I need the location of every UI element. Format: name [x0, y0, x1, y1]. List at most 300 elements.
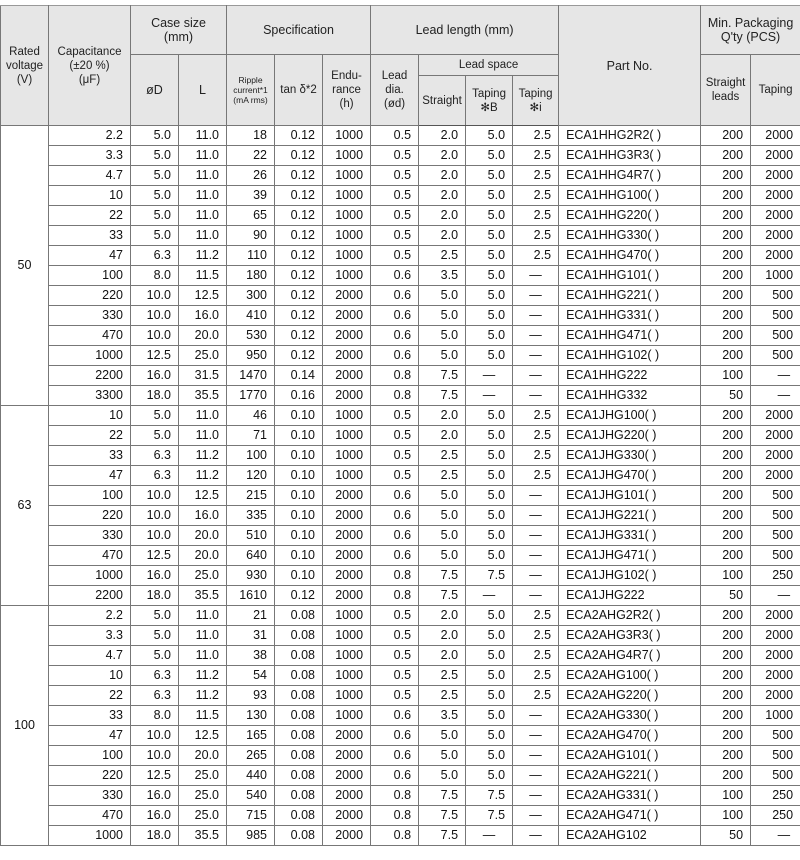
table-row [1, 326, 800, 346]
taping-i-cell: — [513, 386, 559, 406]
case-d-cell: 5.0 [131, 186, 179, 206]
capacitance-cell: 330 [49, 786, 131, 806]
ripple-current-cell: 530 [227, 326, 275, 346]
case-l-cell: 11.0 [179, 146, 227, 166]
case-d-cell: 5.0 [131, 606, 179, 626]
capacitance-cell: 220 [49, 506, 131, 526]
qty-straight-cell: 200 [701, 126, 751, 146]
header-specification: Specification [227, 6, 371, 55]
qty-straight-cell: 200 [701, 726, 751, 746]
capacitance-cell: 1000 [49, 346, 131, 366]
part-no-cell: ECA1HHG221( ) [559, 286, 701, 306]
tan-delta-cell: 0.08 [275, 686, 323, 706]
qty-taping-cell: 500 [751, 306, 800, 326]
ripple-current-cell: 54 [227, 666, 275, 686]
part-no-cell: ECA2AHG220( ) [559, 686, 701, 706]
case-l-cell: 35.5 [179, 386, 227, 406]
table-row [1, 766, 800, 786]
qty-taping-cell: 2000 [751, 246, 800, 266]
table-row [1, 306, 800, 326]
taping-b-cell: 5.0 [466, 206, 513, 226]
tan-delta-cell: 0.08 [275, 706, 323, 726]
case-l-cell: 11.0 [179, 206, 227, 226]
header-case-d: øD [131, 55, 179, 126]
endurance-cell: 2000 [323, 366, 371, 386]
case-l-cell: 12.5 [179, 286, 227, 306]
ripple-current-cell: 110 [227, 246, 275, 266]
qty-taping-cell: 2000 [751, 466, 800, 486]
endurance-cell: 2000 [323, 306, 371, 326]
ripple-current-cell: 65 [227, 206, 275, 226]
header-ripple-current: Ripple current*1 (mA rms) [227, 55, 275, 126]
taping-i-cell: — [513, 366, 559, 386]
part-no-cell: ECA2AHG2R2( ) [559, 606, 701, 626]
ripple-current-cell: 39 [227, 186, 275, 206]
lead-straight-cell: 5.0 [419, 726, 466, 746]
taping-i-cell: — [513, 826, 559, 846]
table-row [1, 346, 800, 366]
tan-delta-cell: 0.10 [275, 546, 323, 566]
taping-i-cell: 2.5 [513, 426, 559, 446]
ripple-current-cell: 265 [227, 746, 275, 766]
endurance-cell: 1000 [323, 706, 371, 726]
taping-i-cell: — [513, 566, 559, 586]
lead-straight-cell: 2.0 [419, 426, 466, 446]
table-row [1, 786, 800, 806]
endurance-cell: 2000 [323, 786, 371, 806]
table-row [1, 486, 800, 506]
qty-taping-cell: — [751, 366, 800, 386]
capacitance-cell: 10 [49, 666, 131, 686]
part-no-cell: ECA1JHG471( ) [559, 546, 701, 566]
header-straight: Straight [419, 76, 466, 126]
lead-dia-cell: 0.5 [371, 206, 419, 226]
capacitance-cell: 4.7 [49, 646, 131, 666]
capacitance-cell: 33 [49, 446, 131, 466]
table-body [1, 126, 800, 846]
qty-taping-cell: 2000 [751, 446, 800, 466]
lead-straight-cell: 2.0 [419, 646, 466, 666]
case-d-cell: 6.3 [131, 466, 179, 486]
case-l-cell: 25.0 [179, 806, 227, 826]
tan-delta-cell: 0.08 [275, 766, 323, 786]
endurance-cell: 2000 [323, 746, 371, 766]
capacitance-cell: 470 [49, 326, 131, 346]
qty-straight-cell: 200 [701, 626, 751, 646]
qty-taping-cell: — [751, 826, 800, 846]
taping-i-cell: — [513, 326, 559, 346]
qty-taping-cell: 2000 [751, 426, 800, 446]
case-d-cell: 5.0 [131, 426, 179, 446]
taping-i-cell: 2.5 [513, 646, 559, 666]
case-d-cell: 10.0 [131, 306, 179, 326]
taping-b-cell: 5.0 [466, 726, 513, 746]
lead-dia-cell: 0.8 [371, 566, 419, 586]
case-l-cell: 16.0 [179, 506, 227, 526]
tan-delta-cell: 0.12 [275, 146, 323, 166]
taping-b-cell: 7.5 [466, 806, 513, 826]
taping-i-cell: 2.5 [513, 246, 559, 266]
lead-straight-cell: 2.0 [419, 406, 466, 426]
endurance-cell: 1000 [323, 626, 371, 646]
endurance-cell: 1000 [323, 166, 371, 186]
part-no-cell: ECA1HHG330( ) [559, 226, 701, 246]
ripple-current-cell: 715 [227, 806, 275, 826]
part-no-cell: ECA1HHG470( ) [559, 246, 701, 266]
tan-delta-cell: 0.12 [275, 186, 323, 206]
endurance-cell: 1000 [323, 606, 371, 626]
taping-b-cell: 5.0 [466, 426, 513, 446]
lead-dia-cell: 0.6 [371, 766, 419, 786]
qty-straight-cell: 200 [701, 446, 751, 466]
case-d-cell: 18.0 [131, 586, 179, 606]
capacitance-cell: 100 [49, 266, 131, 286]
lead-dia-cell: 0.5 [371, 226, 419, 246]
part-no-cell: ECA1HHG2R2( ) [559, 126, 701, 146]
taping-b-cell: 5.0 [466, 766, 513, 786]
lead-straight-cell: 7.5 [419, 386, 466, 406]
qty-straight-cell: 200 [701, 246, 751, 266]
case-l-cell: 11.5 [179, 706, 227, 726]
part-no-cell: ECA1JHG330( ) [559, 446, 701, 466]
endurance-cell: 1000 [323, 266, 371, 286]
tan-delta-cell: 0.10 [275, 446, 323, 466]
taping-i-cell: 2.5 [513, 466, 559, 486]
qty-taping-cell: 500 [751, 726, 800, 746]
capacitance-cell: 3.3 [49, 626, 131, 646]
part-no-cell: ECA1JHG222 [559, 586, 701, 606]
lead-straight-cell: 2.5 [419, 446, 466, 466]
lead-straight-cell: 3.5 [419, 266, 466, 286]
qty-taping-cell: 500 [751, 286, 800, 306]
qty-taping-cell: 2000 [751, 406, 800, 426]
endurance-cell: 2000 [323, 766, 371, 786]
lead-straight-cell: 2.0 [419, 166, 466, 186]
capacitance-cell: 22 [49, 206, 131, 226]
qty-taping-cell: 500 [751, 746, 800, 766]
case-l-cell: 20.0 [179, 526, 227, 546]
part-no-cell: ECA2AHG221( ) [559, 766, 701, 786]
case-d-cell: 10.0 [131, 286, 179, 306]
lead-dia-cell: 0.5 [371, 446, 419, 466]
ripple-current-cell: 930 [227, 566, 275, 586]
endurance-cell: 1000 [323, 206, 371, 226]
qty-straight-cell: 200 [701, 166, 751, 186]
capacitance-cell: 330 [49, 526, 131, 546]
endurance-cell: 2000 [323, 486, 371, 506]
case-d-cell: 10.0 [131, 726, 179, 746]
case-d-cell: 5.0 [131, 206, 179, 226]
qty-taping-cell: 500 [751, 766, 800, 786]
tan-delta-cell: 0.10 [275, 426, 323, 446]
table-row [1, 406, 800, 426]
table-row [1, 146, 800, 166]
case-l-cell: 11.0 [179, 186, 227, 206]
endurance-cell: 1000 [323, 146, 371, 166]
ripple-current-cell: 1470 [227, 366, 275, 386]
qty-straight-cell: 200 [701, 746, 751, 766]
taping-i-cell: — [513, 286, 559, 306]
part-no-cell: ECA1HHG471( ) [559, 326, 701, 346]
case-d-cell: 5.0 [131, 406, 179, 426]
case-l-cell: 20.0 [179, 746, 227, 766]
case-d-cell: 5.0 [131, 626, 179, 646]
qty-taping-cell: 1000 [751, 706, 800, 726]
table-row [1, 386, 800, 406]
lead-straight-cell: 2.0 [419, 146, 466, 166]
taping-b-cell: 5.0 [466, 246, 513, 266]
qty-straight-cell: 200 [701, 206, 751, 226]
lead-straight-cell: 7.5 [419, 806, 466, 826]
qty-straight-cell: 100 [701, 786, 751, 806]
tan-delta-cell: 0.12 [275, 586, 323, 606]
part-no-cell: ECA1JHG331( ) [559, 526, 701, 546]
taping-i-cell: — [513, 526, 559, 546]
taping-i-cell: 2.5 [513, 666, 559, 686]
taping-b-cell: 5.0 [466, 446, 513, 466]
capacitance-cell: 10 [49, 186, 131, 206]
taping-i-cell: 2.5 [513, 446, 559, 466]
ripple-current-cell: 410 [227, 306, 275, 326]
capacitance-cell: 1000 [49, 566, 131, 586]
part-no-cell: ECA1HHG4R7( ) [559, 166, 701, 186]
part-no-cell: ECA1JHG100( ) [559, 406, 701, 426]
qty-taping-cell: 2000 [751, 666, 800, 686]
lead-straight-cell: 5.0 [419, 766, 466, 786]
taping-i-cell: 2.5 [513, 626, 559, 646]
rated-voltage-cell: 100 [1, 606, 49, 846]
capacitance-cell: 22 [49, 686, 131, 706]
qty-straight-cell: 50 [701, 386, 751, 406]
endurance-cell: 1000 [323, 126, 371, 146]
ripple-current-cell: 46 [227, 406, 275, 426]
endurance-cell: 1000 [323, 666, 371, 686]
endurance-cell: 1000 [323, 646, 371, 666]
lead-dia-cell: 0.5 [371, 406, 419, 426]
qty-straight-cell: 200 [701, 666, 751, 686]
lead-straight-cell: 7.5 [419, 366, 466, 386]
capacitance-cell: 220 [49, 766, 131, 786]
lead-straight-cell: 5.0 [419, 506, 466, 526]
case-d-cell: 10.0 [131, 526, 179, 546]
tan-delta-cell: 0.08 [275, 826, 323, 846]
part-no-cell: ECA2AHG4R7( ) [559, 646, 701, 666]
rated-voltage-cell: 50 [1, 126, 49, 406]
lead-straight-cell: 5.0 [419, 326, 466, 346]
taping-b-cell: 5.0 [466, 306, 513, 326]
header-taping-i: Taping ✻i [513, 76, 559, 126]
qty-straight-cell: 200 [701, 706, 751, 726]
header-endurance: Endu- rance (h) [323, 55, 371, 126]
lead-dia-cell: 0.5 [371, 126, 419, 146]
lead-dia-cell: 0.5 [371, 606, 419, 626]
lead-dia-cell: 0.8 [371, 586, 419, 606]
part-no-cell: ECA2AHG470( ) [559, 726, 701, 746]
header-min-packaging: Min. Packaging Q'ty (PCS) [701, 6, 800, 55]
case-l-cell: 11.0 [179, 166, 227, 186]
table-row [1, 566, 800, 586]
part-no-cell: ECA1JHG102( ) [559, 566, 701, 586]
lead-straight-cell: 2.0 [419, 226, 466, 246]
capacitance-cell: 470 [49, 806, 131, 826]
ripple-current-cell: 21 [227, 606, 275, 626]
tan-delta-cell: 0.12 [275, 326, 323, 346]
part-no-cell: ECA2AHG330( ) [559, 706, 701, 726]
table-row [1, 266, 800, 286]
ripple-current-cell: 130 [227, 706, 275, 726]
qty-straight-cell: 200 [701, 226, 751, 246]
qty-taping-cell: 500 [751, 346, 800, 366]
endurance-cell: 1000 [323, 466, 371, 486]
tan-delta-cell: 0.10 [275, 506, 323, 526]
part-no-cell: ECA1HHG220( ) [559, 206, 701, 226]
case-l-cell: 12.5 [179, 486, 227, 506]
lead-dia-cell: 0.6 [371, 346, 419, 366]
qty-taping-cell: 250 [751, 566, 800, 586]
ripple-current-cell: 18 [227, 126, 275, 146]
lead-dia-cell: 0.6 [371, 506, 419, 526]
lead-straight-cell: 5.0 [419, 526, 466, 546]
ripple-current-cell: 950 [227, 346, 275, 366]
taping-i-cell: — [513, 726, 559, 746]
ripple-current-cell: 440 [227, 766, 275, 786]
case-l-cell: 25.0 [179, 346, 227, 366]
taping-b-cell: 5.0 [466, 266, 513, 286]
qty-taping-cell: 2000 [751, 206, 800, 226]
case-d-cell: 8.0 [131, 706, 179, 726]
capacitance-cell: 3.3 [49, 146, 131, 166]
lead-straight-cell: 2.0 [419, 626, 466, 646]
qty-straight-cell: 200 [701, 426, 751, 446]
ripple-current-cell: 93 [227, 686, 275, 706]
taping-b-cell: 5.0 [466, 746, 513, 766]
part-no-cell: ECA1JHG101( ) [559, 486, 701, 506]
table-row [1, 526, 800, 546]
capacitance-cell: 100 [49, 486, 131, 506]
tan-delta-cell: 0.08 [275, 726, 323, 746]
case-l-cell: 11.2 [179, 466, 227, 486]
endurance-cell: 1000 [323, 426, 371, 446]
qty-taping-cell: 500 [751, 486, 800, 506]
lead-straight-cell: 2.5 [419, 466, 466, 486]
endurance-cell: 2000 [323, 326, 371, 346]
qty-straight-cell: 100 [701, 806, 751, 826]
tan-delta-cell: 0.08 [275, 786, 323, 806]
case-l-cell: 11.2 [179, 666, 227, 686]
capacitance-cell: 2200 [49, 366, 131, 386]
case-l-cell: 11.2 [179, 246, 227, 266]
endurance-cell: 2000 [323, 386, 371, 406]
table-row [1, 186, 800, 206]
case-l-cell: 11.0 [179, 626, 227, 646]
capacitance-cell: 1000 [49, 826, 131, 846]
lead-dia-cell: 0.8 [371, 806, 419, 826]
taping-b-cell: 5.0 [466, 186, 513, 206]
taping-i-cell: — [513, 706, 559, 726]
capacitance-cell: 47 [49, 466, 131, 486]
capacitance-cell: 2.2 [49, 606, 131, 626]
case-l-cell: 11.0 [179, 226, 227, 246]
taping-b-cell: — [466, 826, 513, 846]
taping-b-cell: 5.0 [466, 326, 513, 346]
table-row [1, 606, 800, 626]
taping-b-cell: 5.0 [466, 686, 513, 706]
table-row [1, 126, 800, 146]
part-no-cell: ECA2AHG102 [559, 826, 701, 846]
taping-b-cell: 7.5 [466, 566, 513, 586]
table-row [1, 726, 800, 746]
tan-delta-cell: 0.12 [275, 126, 323, 146]
header-case-size: Case size (mm) [131, 6, 227, 55]
lead-straight-cell: 2.5 [419, 246, 466, 266]
tan-delta-cell: 0.10 [275, 406, 323, 426]
qty-straight-cell: 100 [701, 566, 751, 586]
header-lead-dia: Lead dia. (ød) [371, 55, 419, 126]
taping-b-cell: 5.0 [466, 706, 513, 726]
part-no-cell: ECA2AHG331( ) [559, 786, 701, 806]
lead-straight-cell: 5.0 [419, 546, 466, 566]
case-d-cell: 10.0 [131, 486, 179, 506]
ripple-current-cell: 71 [227, 426, 275, 446]
part-no-cell: ECA1HHG102( ) [559, 346, 701, 366]
tan-delta-cell: 0.14 [275, 366, 323, 386]
table-row [1, 826, 800, 846]
taping-b-cell: 5.0 [466, 666, 513, 686]
header-rated-voltage: Rated voltage (V) [1, 6, 49, 126]
case-d-cell: 10.0 [131, 746, 179, 766]
table-row [1, 646, 800, 666]
part-no-cell: ECA1HHG100( ) [559, 186, 701, 206]
qty-straight-cell: 200 [701, 466, 751, 486]
ripple-current-cell: 510 [227, 526, 275, 546]
lead-dia-cell: 0.5 [371, 626, 419, 646]
lead-straight-cell: 7.5 [419, 826, 466, 846]
taping-i-cell: — [513, 766, 559, 786]
case-d-cell: 10.0 [131, 506, 179, 526]
ripple-current-cell: 100 [227, 446, 275, 466]
qty-taping-cell: — [751, 586, 800, 606]
case-l-cell: 16.0 [179, 306, 227, 326]
lead-dia-cell: 0.5 [371, 146, 419, 166]
qty-taping-cell: 500 [751, 326, 800, 346]
lead-dia-cell: 0.8 [371, 386, 419, 406]
taping-b-cell: 5.0 [466, 626, 513, 646]
case-d-cell: 12.5 [131, 766, 179, 786]
lead-straight-cell: 7.5 [419, 586, 466, 606]
taping-b-cell: — [466, 366, 513, 386]
qty-straight-cell: 200 [701, 646, 751, 666]
ripple-current-cell: 38 [227, 646, 275, 666]
header-straight-leads: Straight leads [701, 55, 751, 126]
qty-taping-cell: 2000 [751, 186, 800, 206]
taping-i-cell: 2.5 [513, 226, 559, 246]
capacitance-cell: 470 [49, 546, 131, 566]
lead-straight-cell: 2.0 [419, 606, 466, 626]
header-lead-space: Lead space [419, 55, 559, 76]
ripple-current-cell: 180 [227, 266, 275, 286]
case-d-cell: 12.5 [131, 546, 179, 566]
endurance-cell: 1000 [323, 226, 371, 246]
taping-i-cell: — [513, 546, 559, 566]
lead-dia-cell: 0.6 [371, 266, 419, 286]
qty-taping-cell: — [751, 386, 800, 406]
endurance-cell: 2000 [323, 826, 371, 846]
tan-delta-cell: 0.12 [275, 266, 323, 286]
table-row [1, 686, 800, 706]
tan-delta-cell: 0.08 [275, 606, 323, 626]
qty-straight-cell: 200 [701, 286, 751, 306]
taping-i-cell: — [513, 266, 559, 286]
